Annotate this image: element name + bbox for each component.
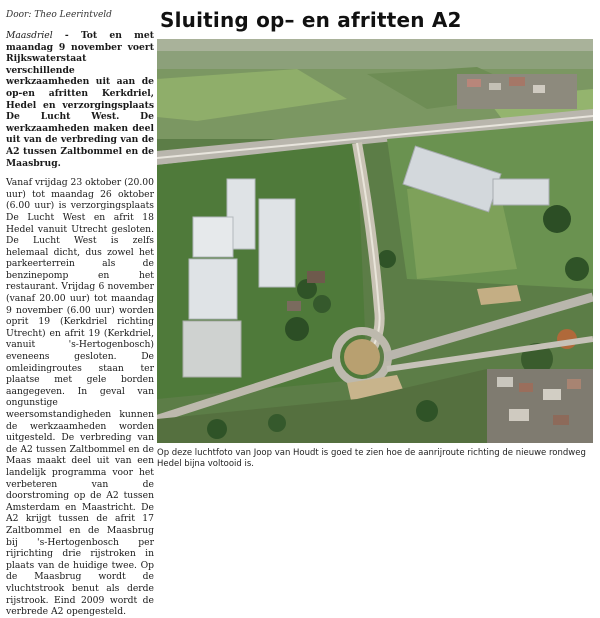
lead-text: - Tot en met maandag 9 november voert Rijkswaterstaat verschillende werkzaamheden uit aan de op-en afritten Kerkdriel, Hedel en verzorgingsplaats De Lucht West. De werkzaamheden maken deel uit van de verbreding van de A2 tussen Zaltbommel en de Maasbrug.	[6, 30, 154, 169]
photo-caption: Op deze luchtfoto van Joop van Houdt is goed te zien hoe de aanrijroute richting de nieuwe rondweg Hedel bijna voltooid is.	[157, 448, 586, 469]
aerial-photo-illustration	[157, 39, 593, 443]
dateline: Maasdriel	[6, 30, 53, 41]
byline: Door: Theo Leerintveld	[6, 10, 112, 20]
article-column	[6, 30, 154, 618]
aerial-photo	[157, 39, 593, 443]
headline: Sluiting op– en afritten A2	[160, 8, 462, 32]
body-paragraph: Vanaf vrijdag 23 oktober (20.00 uur) tot maandag 26 oktober (6.00 uur) is verzorgingsplaats De Lucht West en afrit 18 Hedel vanuit Utrecht gesloten. De Lucht West is zelfs helemaal dicht, dus zowel het parkeerterrein als de benzinepomp en het restaurant. Vrijdag 6 november (vanaf 20.00 uur) tot maandag 9 november (6.00 uur) worden oprit 19 (Kerkdriel richting Utrecht) en afrit 19 (Kerkdriel, vanuit 's-Hertogenbosch) eveneens gesloten. De omleidingroutes staan ter plaatse met gele borden aangegeven. In geval van ongunstige weersomstandigheden kunnen de werkzaamheden worden uitgesteld. De verbreding van de A2 tussen Zaltbommel en de Maas maakt deel uit van een landelijk programma voor het verbeteren van de doorstroming op de A2 tussen Amsterdam en Maastricht. De A2 krijgt tussen de afrit 17 Zaltbommel en de Maasbrug bij 's-Hertogenbosch per rijrichting drie rijstroken in plaats van de huidige twee. Op de Maasbrug wordt de vluchtstrook benut als derde rijstrook. Eind 2009 wordt de verbrede A2 opengesteld.	[6, 177, 154, 618]
lead-paragraph	[6, 30, 154, 169]
